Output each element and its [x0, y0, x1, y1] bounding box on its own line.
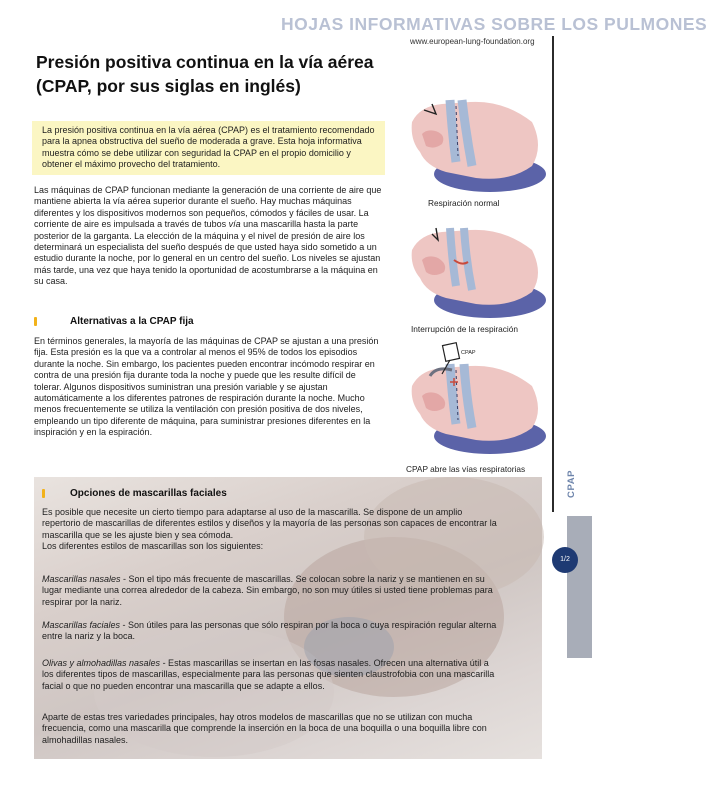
intro-box: La presión positiva continua en la vía aérea (CPAP) es el tratamiento recomendado para la apnea obstructiva del sueño de moderada a grave. Esta hoja informativa muestra cómo se debe utilizar con seguridad la CPAP en el propio domicilio y obtener el máximo provecho del tratamiento. — [32, 121, 385, 175]
bullet-icon — [42, 489, 45, 498]
page-badge: 1/2 — [552, 547, 578, 573]
masks-olives-text: - Estas mascarillas se insertan en las fosas nasales. Ofrecen una alternativa útil a los diferentes tipos de mascarillas, especialmente para las personas que sienten claustrofobia con una mascarilla facial o que no pueden encontrar una mascarilla que se adapte a ellos. — [42, 658, 495, 691]
section-heading-label: Alternativas a la CPAP fija — [70, 316, 194, 327]
body-paragraph-1 — [34, 185, 382, 288]
masks-olives — [42, 658, 502, 692]
masks-facial-term: Mascarillas faciales — [42, 620, 121, 630]
masks-olives-term: Olivas y almohadillas nasales — [42, 658, 161, 668]
header-title: HOJAS INFORMATIVAS SOBRE LOS PULMONES — [281, 14, 707, 34]
masks-nasal-term: Mascarillas nasales — [42, 574, 121, 584]
figure-normal-breathing — [392, 92, 548, 208]
figure-cpap-opens-airway — [392, 340, 548, 474]
masks-intro: Es posible que necesite un cierto tiempo para adaptarse al uso de la mascarilla. Se dispone de un amplio repertorio de mascarillas de diferentes estilos y diseños y la mayoría de las personas son capaces de encontrar la mascarilla que se les ajuste bien y sea cómoda. — [42, 507, 497, 540]
airway-illustration-cpap — [392, 340, 548, 458]
section-heading-label: Opciones de mascarillas faciales — [70, 488, 227, 499]
side-band — [567, 516, 592, 658]
masks-facial — [42, 620, 502, 643]
frame-line — [552, 36, 554, 512]
masks-intro-2: Los diferentes estilos de mascarillas son los siguientes: — [42, 541, 264, 551]
figure-interrupted-breathing — [392, 220, 548, 334]
page-title-line1: Presión positiva continua en la vía aérea — [36, 52, 374, 72]
masks-nasal-text: - Son el tipo más frecuente de mascarillas. Se colocan sobre la nariz y se mantienen en su lugar mediante una correa alrededor de la cabeza. Sin embargo, no son muy útiles si usted tiene problemas para respirar por la nariz. — [42, 574, 493, 607]
body-p1-b: una mascarilla hasta la parte posterior de la garganta. La elección de la máquina y el nivel de presión de aire los determinará un especialista del sueño después de que usted haya sido sometido a un estudio durante la noche, por lo general en un centro del sueño. Los niveles se ajustan más tarde, una vez que haya tenido la oportunidad de acostumbrarse a la máquina en su casa. — [34, 219, 381, 287]
side-tab-label: CPAP — [566, 469, 577, 498]
header-url[interactable]: www.european-lung-foundation.org — [410, 37, 535, 46]
masks-closing: Aparte de estas tres variedades principales, hay otros modelos de mascarillas que no se utilizan con mucha frecuencia, como una mascarilla que comprende la inserción en la boca de una boquilla o una boquilla libre con almohadillas nasales. — [42, 712, 487, 745]
cpap-machine-label: CPAP — [461, 350, 476, 356]
bullet-icon — [34, 317, 37, 326]
page-title-line2: (CPAP, por sus siglas en inglés) — [36, 76, 301, 96]
airway-illustration-interrupted — [392, 220, 548, 320]
caption-normal-breathing: Respiración normal — [428, 198, 500, 208]
page-title — [36, 50, 396, 98]
body-p1-a: Las máquinas de CPAP funcionan mediante la generación de una corriente de aire que mantiene abierta la vía aérea superior durante el sueño. Hay muchas máquinas diferentes y los dispositivos modernos son pequeños, cómodos y fáciles de usar. La corriente de aire es impulsada a través de tubos — [34, 185, 382, 230]
caption-cpap: CPAP abre las vías respiratorias — [406, 464, 526, 474]
body-paragraph-2: En términos generales, la mayoría de las máquinas de CPAP se ajustan a una presión fija. Esta presión es la que va a controlar al menos el 95% de todos los episodios durante la noche. Sin embargo, los pacientes pueden encontrar incómodo respirar en contra de una presión fija durante toda la noche y puede que les resulte difícil de tolerar. Algunos dispositivos suministran una presión variable y se ajustan automáticamente a los diferentes patrones de respiración durante la noche. Mucho menos frecuentemente se utiliza la ventilación con presión positiva de dos niveles, empleando un tipo diferente de máquina, para suministrar presiones diferentes en la inspiración y en la espiración. — [34, 336, 379, 438]
caption-interrupted-breathing: Interrupción de la respiración — [411, 324, 518, 334]
body-p1-italic: vía — [228, 219, 241, 230]
airway-illustration-normal — [392, 92, 548, 196]
masks-facial-text: - Son útiles para las personas que sólo respiran por la boca o cuya respiración regular alterna entre la nariz y la boca. — [42, 620, 497, 642]
masks-nasal — [42, 574, 502, 608]
